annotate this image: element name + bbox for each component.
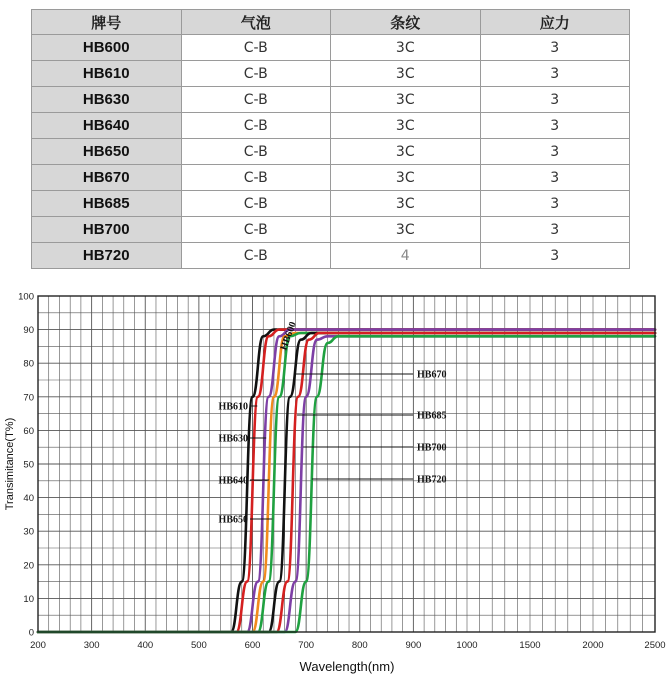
table-row: [32, 61, 630, 87]
bubble-cell: C-B: [181, 139, 331, 165]
x-tick-label: 400: [137, 640, 154, 651]
x-tick-label: 700: [298, 640, 315, 651]
bubble-cell: C-B: [181, 165, 331, 191]
x-tick-label: 200: [30, 640, 46, 651]
y-tick-label: 10: [23, 593, 34, 605]
grade-cell: HB685: [32, 191, 182, 217]
table-row: [32, 35, 630, 61]
grade-cell: HB670: [32, 165, 182, 191]
bubble-cell: C-B: [181, 191, 331, 217]
transmittance-chart: [0, 282, 668, 679]
x-tick-label: 2500: [644, 640, 666, 651]
stripe-cell: 3C: [331, 165, 481, 191]
stress-cell: 3: [480, 217, 630, 243]
x-tick-label: 900: [405, 640, 422, 651]
grade-cell: HB630: [32, 87, 182, 113]
table-row: [32, 191, 630, 217]
grade-cell: HB610: [32, 61, 182, 87]
table-row: [32, 165, 630, 191]
bubble-cell: C-B: [181, 35, 331, 61]
y-tick-label: 90: [23, 325, 34, 337]
x-tick-label: 2000: [582, 640, 604, 651]
stripe-cell: 3C: [331, 191, 481, 217]
bubble-cell: C-B: [181, 113, 331, 139]
table-row: [32, 87, 630, 113]
header-bubble: 气泡: [181, 10, 331, 35]
y-tick-label: 50: [23, 459, 34, 471]
x-tick-label: 1500: [519, 640, 541, 651]
y-axis-label: Transimitance(T%): [4, 417, 16, 511]
bubble-cell: C-B: [181, 61, 331, 87]
stress-cell: 3: [480, 113, 630, 139]
bubble-cell: C-B: [181, 243, 331, 269]
y-tick-label: 40: [23, 493, 34, 505]
series-label: HB600: [278, 320, 299, 352]
stripe-cell: 3C: [331, 139, 481, 165]
y-tick-label: 20: [23, 560, 34, 572]
stripe-cell: 3C: [331, 113, 481, 139]
y-tick-label: 60: [23, 425, 34, 437]
y-tick-label: 70: [23, 392, 34, 404]
stress-cell: 3: [480, 87, 630, 113]
stress-cell: 3: [480, 243, 630, 269]
table-header-row: [32, 10, 630, 35]
x-axis-label: Wavelength(nm): [299, 659, 395, 674]
chart-grid: [38, 296, 655, 632]
series-label: HB630: [218, 433, 248, 445]
series-label: HB610: [218, 401, 248, 413]
series-label: HB700: [417, 442, 447, 454]
header-stress: 应力: [480, 10, 630, 35]
stripe-cell: 3C: [331, 35, 481, 61]
bubble-cell: C-B: [181, 87, 331, 113]
stripe-cell: 3C: [331, 217, 481, 243]
stripe-cell: 3C: [331, 61, 481, 87]
y-tick-label: 100: [18, 291, 34, 303]
stripe-cell: 3C: [331, 87, 481, 113]
series-label: HB670: [417, 369, 447, 381]
grade-cell: HB700: [32, 217, 182, 243]
grade-cell: HB720: [32, 243, 182, 269]
spec-table: [31, 9, 630, 269]
stress-cell: 3: [480, 61, 630, 87]
series-label: HB685: [417, 410, 447, 422]
stress-cell: 3: [480, 139, 630, 165]
grade-cell: HB640: [32, 113, 182, 139]
series-label: HB650: [218, 514, 248, 526]
grade-cell: HB650: [32, 139, 182, 165]
header-grade: 牌号: [32, 10, 182, 35]
header-stripe: 条纹: [331, 10, 481, 35]
y-tick-label: 30: [23, 526, 34, 538]
stress-cell: 3: [480, 191, 630, 217]
y-tick-label: 80: [23, 358, 34, 370]
table-row: [32, 113, 630, 139]
x-tick-label: 1000: [456, 640, 478, 651]
table-row: [32, 139, 630, 165]
x-tick-label: 500: [190, 640, 207, 651]
stress-cell: 3: [480, 35, 630, 61]
grade-cell: HB600: [32, 35, 182, 61]
stripe-cell: 4: [331, 243, 481, 269]
y-tick-label: 0: [28, 627, 34, 639]
series-label: HB720: [417, 474, 447, 486]
series-label: HB640: [218, 475, 248, 487]
x-tick-label: 800: [351, 640, 368, 651]
x-tick-label: 300: [83, 640, 100, 651]
table-row: [32, 217, 630, 243]
bubble-cell: C-B: [181, 217, 331, 243]
table-row: [32, 243, 630, 269]
stress-cell: 3: [480, 165, 630, 191]
x-tick-label: 600: [244, 640, 261, 651]
